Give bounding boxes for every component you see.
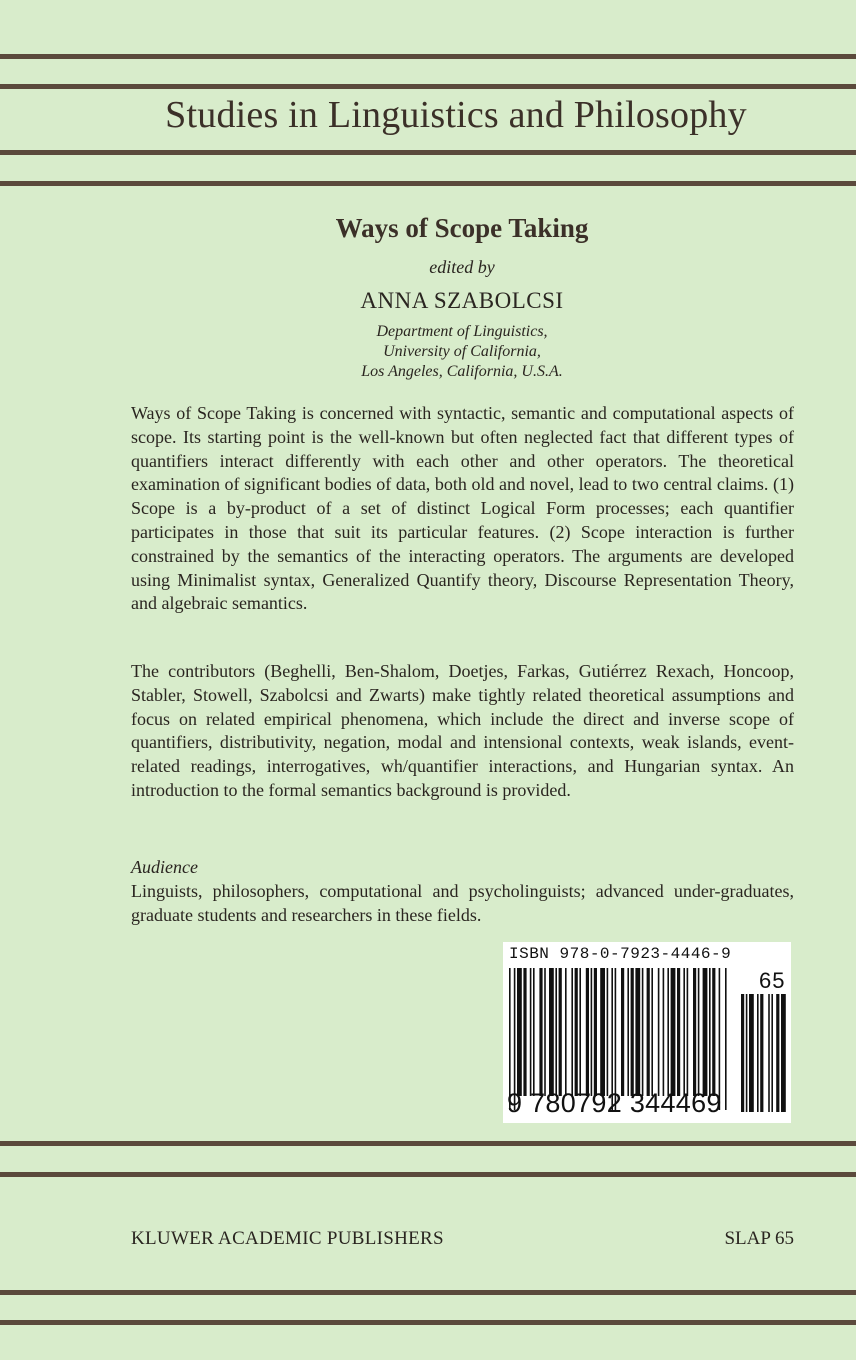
book-title: Ways of Scope Taking (335, 213, 589, 243)
barcode-bar (693, 968, 696, 1096)
barcode-bar (565, 968, 567, 1096)
series-title: Studies in Linguistics and Philosophy (165, 94, 747, 136)
barcode-bar (698, 968, 700, 1096)
barcode-bar (663, 968, 665, 1096)
affiliation-line: University of California, (383, 343, 541, 360)
barcode-bar (594, 968, 597, 1096)
barcode-bar (658, 968, 660, 1096)
barcode-bar (677, 968, 680, 1096)
bottom-rule-3 (0, 1290, 856, 1295)
barcode-bar (575, 968, 578, 1096)
barcode-bar (549, 968, 554, 1096)
barcode-bar (523, 968, 526, 1096)
barcode-bar (709, 968, 711, 1096)
addon-digits: 65 (759, 968, 786, 993)
barcode-bar (683, 968, 685, 1096)
isbn-label: ISBN 978-0-7923-4446-9 (509, 945, 732, 963)
audience-text: Linguists, philosophers, computational and psycholinguists; advanced under-graduates, graduate students and researchers in these fields. (131, 881, 794, 925)
barcode-bar (517, 968, 522, 1096)
barcode-bar (607, 968, 609, 1096)
ean-digits: 9 780792 344469 (507, 1088, 722, 1118)
top-rule-4 (0, 181, 856, 186)
description-paragraph-1: Ways of Scope Taking is concerned with syntactic, semantic and computational aspects of scope. Its starting point is the well-known but often neglected fact that different types of quantifiers interact differently with each other and other operators. The theoretical examination of significant bodies of data, both old and novel, lead to two central claims. (1) Scope is a by-product of a set of distinct Logical Form processes; each quantifier participates in those that suit its particular features. (2) Scope interaction is further constrained by the semantics of the interacting operators. The arguments are developed using Minimalist syntax, Generalized Quantify theory, Discourse Representation Theory, and algebraic semantics. (131, 403, 794, 614)
barcode-bar (687, 968, 689, 1096)
editor-name: ANNA SZABOLCSI (360, 288, 564, 313)
barcode-bar (530, 968, 532, 1096)
barcode-bar (586, 968, 589, 1096)
barcode-bar (555, 968, 557, 1096)
barcode-bar (757, 994, 759, 1112)
barcode-bar (746, 994, 748, 1112)
barcode-bar (579, 968, 581, 1096)
barcode-bar (781, 994, 786, 1112)
barcode-bar (600, 968, 605, 1096)
edited-by-label: edited by (429, 257, 495, 277)
bottom-rule-1 (0, 1141, 856, 1146)
barcode-bar (671, 968, 676, 1096)
top-rule-3 (0, 150, 856, 155)
barcode-bar (667, 968, 669, 1096)
barcode-bar (591, 968, 593, 1096)
top-rule-2 (0, 84, 856, 89)
barcode-bar (703, 968, 708, 1096)
top-rule-1 (0, 54, 856, 59)
bottom-rule-4 (0, 1320, 856, 1325)
affiliation-line: Los Angeles, California, U.S.A. (361, 363, 563, 380)
barcode-bar (642, 968, 644, 1096)
barcode-bar (712, 968, 715, 1096)
barcode-bar (725, 968, 727, 1110)
affiliation-line: Department of Linguistics, (376, 323, 548, 340)
barcode-bar (776, 994, 779, 1112)
bottom-rule-2 (0, 1172, 856, 1177)
barcode-bar (768, 994, 770, 1112)
barcode-bar (559, 968, 562, 1096)
series-number: SLAP 65 (724, 1228, 794, 1249)
audience-heading: Audience (131, 857, 198, 877)
barcode-bar (627, 968, 629, 1096)
barcode-bar (760, 994, 763, 1112)
barcode-bar (533, 968, 535, 1096)
barcode-bar (651, 968, 653, 1096)
editor-affiliation (0, 322, 856, 382)
barcode-bar (771, 994, 773, 1112)
barcode-bar (544, 968, 546, 1096)
barcode-bar (571, 968, 573, 1096)
barcode-bar (539, 968, 542, 1096)
description-paragraph-2: The contributors (Beghelli, Ben-Shalom, Doetjes, Farkas, Gutiérrez Rexach, Honcoop, Stabler, Stowell, Szabolcsi and Zwarts) make tightly related theoretical assumptions and focus on related empirical phenomena, which include the direct and inverse scope of quantifiers, distributivity, negation, modal and intensional contexts, weak islands, event-related readings, interrogatives, wh/quantifier interactions, and Hungarian syntax. An introduction to the formal semantics background is provided. (131, 661, 794, 800)
barcode-bar (621, 968, 624, 1096)
barcode-bar (749, 994, 754, 1112)
isbn-barcode (503, 942, 791, 1123)
barcode-bar (741, 994, 744, 1112)
barcode-bar (631, 968, 634, 1096)
barcode-bar (647, 968, 650, 1096)
publisher-name: KLUWER ACADEMIC PUBLISHERS (131, 1228, 444, 1249)
barcode-bar (635, 968, 640, 1096)
